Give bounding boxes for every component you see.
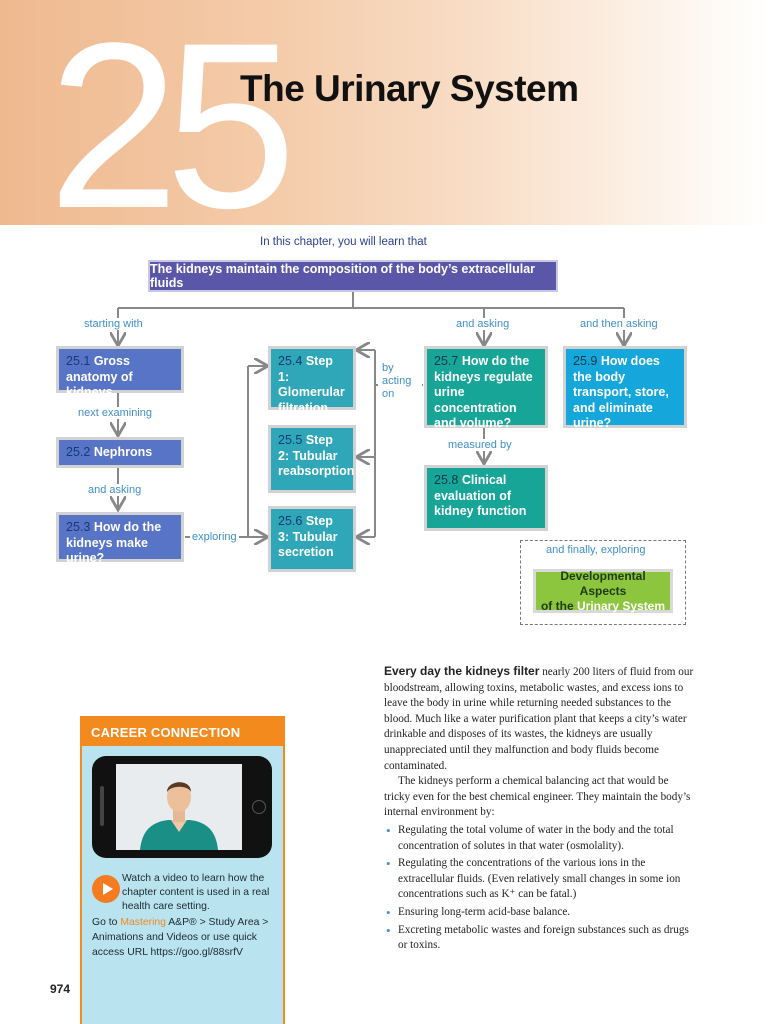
- section-box-25-3[interactable]: [56, 512, 184, 565]
- list-item: • Regulating the total volume of water in the body and the total concentration of solutes in that water (osmolality).: [384, 823, 694, 854]
- label-and-finally-exploring: and finally, exploring: [546, 544, 646, 556]
- section-box-25-7[interactable]: [424, 346, 548, 428]
- mastering-link[interactable]: Mastering: [120, 917, 166, 928]
- body-text: [384, 664, 694, 956]
- chapter-title: The Urinary System: [240, 68, 579, 109]
- section-title: Step 2: Tubular reabsorption: [278, 433, 355, 478]
- section-number: 25.9: [573, 354, 598, 368]
- section-number: 25.7: [434, 354, 459, 368]
- section-number: 25.4: [278, 354, 303, 368]
- section-number: 25.1: [66, 354, 91, 368]
- goto-rest: A&P® > Study Area > Animations and Videos or use quick access URL https://goo.gl/88srfV: [92, 917, 269, 958]
- section-box-25-6[interactable]: [268, 506, 356, 572]
- section-title: How does the body transport, store, and eliminate urine?: [573, 354, 669, 430]
- list-item: • Ensuring long-term acid-base balance.: [384, 905, 694, 921]
- section-number: 25.8: [434, 473, 459, 487]
- phone-home-button: [252, 800, 266, 814]
- phone-speaker: [100, 786, 104, 826]
- dev-text-1: Developmental Aspects: [560, 568, 646, 598]
- section-box-25-4[interactable]: [268, 346, 356, 415]
- label-measured-by: measured by: [448, 439, 512, 451]
- section-title: Clinical evaluation of kidney function: [434, 473, 527, 518]
- section-title: Step 3: Tubular secretion: [278, 514, 338, 559]
- section-number: 25.5: [278, 433, 303, 447]
- video-thumbnail[interactable]: [116, 764, 242, 850]
- section-title: Nephrons: [93, 445, 153, 459]
- label-and-then-asking: and then asking: [580, 318, 658, 330]
- career-connection-heading: CAREER CONNECTION: [82, 718, 283, 746]
- section-title: How do the kidneys regulate urine concentration and volume?: [434, 354, 533, 430]
- concept-map-intro: In this chapter, you will learn that: [260, 236, 427, 248]
- paragraph-1: [384, 664, 694, 774]
- section-box-25-1[interactable]: [56, 346, 184, 399]
- section-box-25-5[interactable]: [268, 425, 356, 493]
- dev-text-2: of the: [540, 598, 574, 613]
- label-and-asking-2: and asking: [88, 484, 142, 496]
- section-box-25-8[interactable]: [424, 465, 548, 531]
- main-idea-banner: The kidneys maintain the composition of the body’s extracellular fluids: [148, 260, 558, 292]
- section-box-25-9[interactable]: [563, 346, 687, 428]
- developmental-aspects-box[interactable]: [533, 569, 673, 613]
- presenter-image: [116, 764, 242, 850]
- list-item: • Excreting metabolic wastes and foreign substances such as drugs or toxins.: [384, 923, 694, 954]
- function-list: [384, 823, 694, 954]
- label-starting-with: starting with: [84, 318, 143, 330]
- lead-in: Every day the kidneys filter: [384, 664, 540, 678]
- section-title: Gross anatomy of kidneys: [66, 354, 133, 399]
- page-number: 974: [50, 982, 71, 996]
- list-item: • Regulating the concentrations of the various ions in the extracellular fluids. (Even relatively small changes in some ion concentrations such as K⁺ can be fatal.): [384, 856, 694, 903]
- section-box-25-2[interactable]: [56, 437, 184, 468]
- goto-prefix: Go to: [92, 917, 121, 928]
- video-phone-frame[interactable]: [92, 756, 272, 858]
- access-instructions: [92, 915, 282, 960]
- paragraph-2: The kidneys perform a chemical balancing act that would be tricky even for the best chemical engineer. They maintain the body’s internal environment by:: [384, 775, 691, 819]
- label-and-asking: and asking: [456, 318, 510, 330]
- label-exploring: exploring: [192, 531, 237, 543]
- dev-text-3: Urinary System: [576, 598, 666, 613]
- watch-video-text: Watch a video to learn how the chapter content is used in a real health care setting.: [122, 873, 270, 912]
- play-video-icon[interactable]: [92, 875, 120, 903]
- paragraph-1-text: nearly 200 liters of fluid from our bloodstream, allowing toxins, metabolic wastes, and excess ions to leave the body in urine while returning needed substances to the blood. Much like a water purification plant that keeps a city’s water drinkable and disposes of its wastes, the kidneys are usually unappreciated until they malfunction and body fluids become contaminated.: [384, 666, 694, 772]
- section-number: 25.6: [278, 514, 303, 528]
- section-number: 25.2: [66, 445, 91, 459]
- section-number: 25.3: [66, 520, 91, 534]
- chapter-number: 25: [48, 0, 283, 258]
- section-title: How do the kidneys make urine?: [66, 520, 162, 565]
- section-title: Step 1: Glomerular filtration: [278, 354, 345, 415]
- label-by-acting-on: by acting on: [378, 362, 422, 401]
- career-connection-panel: [80, 716, 285, 1024]
- label-next-examining: next examining: [78, 407, 152, 419]
